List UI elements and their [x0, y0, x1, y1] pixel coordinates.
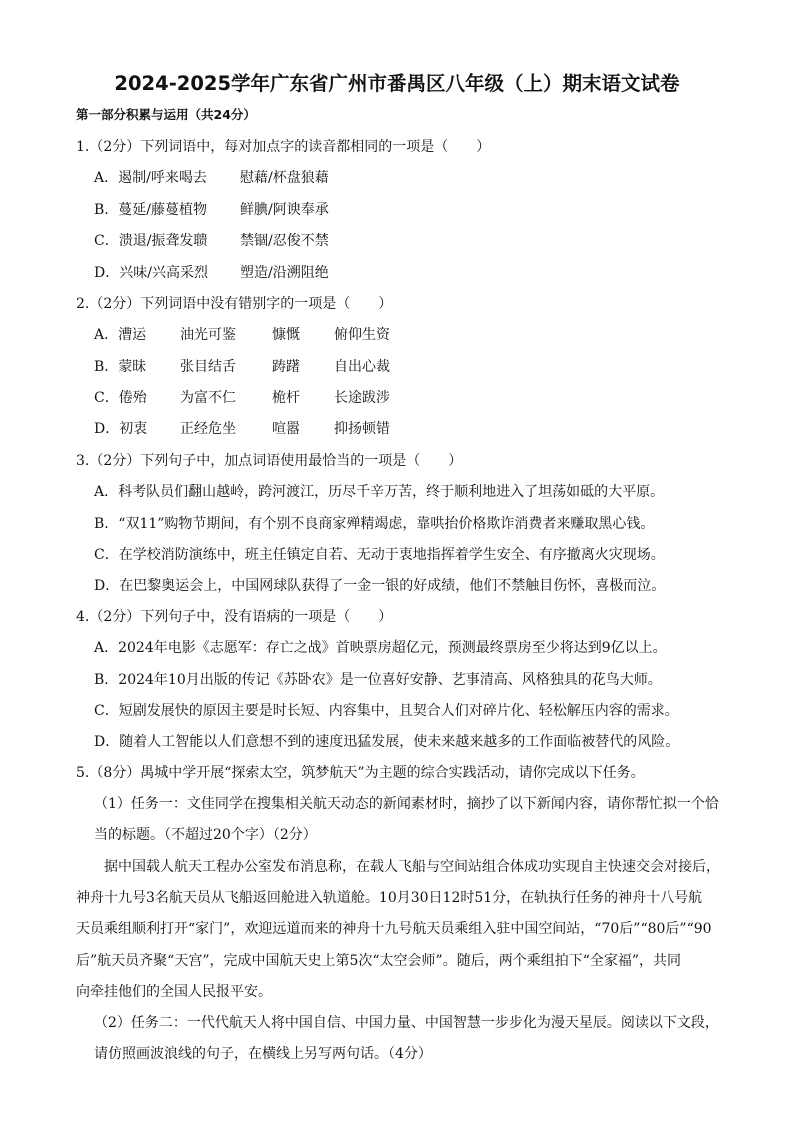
news-paragraph-line: 后”航天员齐聚“天宫”，完成中国航天史上第5次“太空会师”。随后，两个乘组拍下“全家福”，共同 — [76, 953, 682, 969]
section-heading: 第一部分积累与运用（共24分） — [76, 107, 256, 122]
question-5-stem: 5.（8分）禺城中学开展“探索太空，筑梦航天”为主题的综合实践活动，请你完成以下任务。 — [76, 765, 645, 781]
q4-option-a: A．2024年电影《志愿军：存亡之战》首映票房超亿元，预测最终票房至少将达到9亿以上。 — [94, 640, 667, 656]
q5-task2-line1: （2）任务二：一代代航天人将中国自信、中国力量、中国智慧一步步化为漫天星辰。阅读以下文段， — [94, 1015, 719, 1031]
news-paragraph-line: 向牵挂他们的全国人民报平安。 — [76, 984, 272, 1000]
news-paragraph-line: 据中国载人航天工程办公室发布消息称，在载人飞船与空间站组合体成功实现自主快速交会对接后， — [104, 859, 720, 875]
q4-option-c: C．短剧发展快的原因主要是时长短、内容集中，且契合人们对碎片化、轻松解压内容的需求。 — [94, 703, 679, 719]
q2-option-d: D．初衷 正经危坐 喧嚣 抑扬顿错 — [94, 421, 390, 437]
news-paragraph-line: 天员乘组顺利打开“家门”，欢迎远道而来的神舟十九号航天员乘组入驻中国空间站，“70后”“80后”“90 — [76, 921, 712, 937]
exam-title: 2024-2025学年广东省广州市番禺区八年级（上）期末语文试卷 — [114, 72, 680, 95]
q1-option-a: A．遏制/呼来喝去 慰藉/杯盘狼藉 — [94, 170, 329, 186]
q1-option-c: C．溃退/振聋发聩 禁锢/忍俊不禁 — [94, 233, 329, 249]
q1-option-b: B．蔓延/藤蔓植物 鲜腆/阿谀奉承 — [94, 202, 329, 218]
q1-option-d: D．兴味/兴高采烈 塑造/沿溯阻绝 — [94, 265, 329, 281]
question-2-stem: 2.（2分）下列词语中没有错别字的一项是（ ） — [76, 296, 393, 312]
q3-option-b: B．“双11”购物节期间，有个别不良商家殚精竭虑，靠哄抬价格欺诈消费者来赚取黑心钱。 — [94, 516, 655, 532]
q4-option-d: D．随着人工智能以人们意想不到的速度迅猛发展，使未来越来越多的工作面临被替代的风险。 — [94, 734, 680, 750]
q3-option-c: C．在学校消防演练中，班主任镇定自若、无动于衷地指挥着学生安全、有序撤离火灾现场。 — [94, 547, 665, 563]
q5-task1-line2: 当的标题。（不超过20个字）（2分） — [94, 827, 317, 843]
q2-option-c: C．倦殆 为富不仁 桅杆 长途跋涉 — [94, 390, 390, 406]
question-3-stem: 3.（2分）下列句子中，加点词语使用最恰当的一项是（ ） — [76, 453, 463, 469]
q3-option-a: A．科考队员们翻山越岭，跨河渡江，历尽千辛万苦，终于顺利地进入了坦荡如砥的大平原。 — [94, 484, 665, 500]
q2-option-a: A．漕运 油光可鉴 慷慨 俯仰生资 — [94, 327, 390, 343]
q3-option-d: D．在巴黎奥运会上，中国网球队获得了一金一银的好成绩，他们不禁触目伤怀，喜极而泣。 — [94, 578, 666, 594]
news-paragraph-line: 神舟十九号3名航天员从飞船返回舱进入轨道舱。10月30日12时51分，在轨执行任务的神舟十八号航 — [76, 890, 703, 906]
q5-task2-line2: 请仿照画波浪线的句子，在横线上另写两句话。（4分） — [94, 1046, 432, 1062]
question-1-stem: 1.（2分）下列词语中，每对加点字的读音都相同的一项是（ ） — [76, 139, 491, 155]
question-4-stem: 4.（2分）下列句子中，没有语病的一项是（ ） — [76, 609, 393, 625]
q5-task1-line1: （1）任务一：文佳同学在搜集相关航天动态的新闻素材时，摘抄了以下新闻内容，请你帮忙拟一个恰 — [94, 796, 719, 812]
q2-option-b: B．蒙昧 张目结舌 踌躇 自出心裁 — [94, 359, 390, 375]
q4-option-b: B．2024年10月出版的传记《苏卧农》是一位喜好安静、艺事清高、风格独具的花鸟大师。 — [94, 672, 662, 688]
